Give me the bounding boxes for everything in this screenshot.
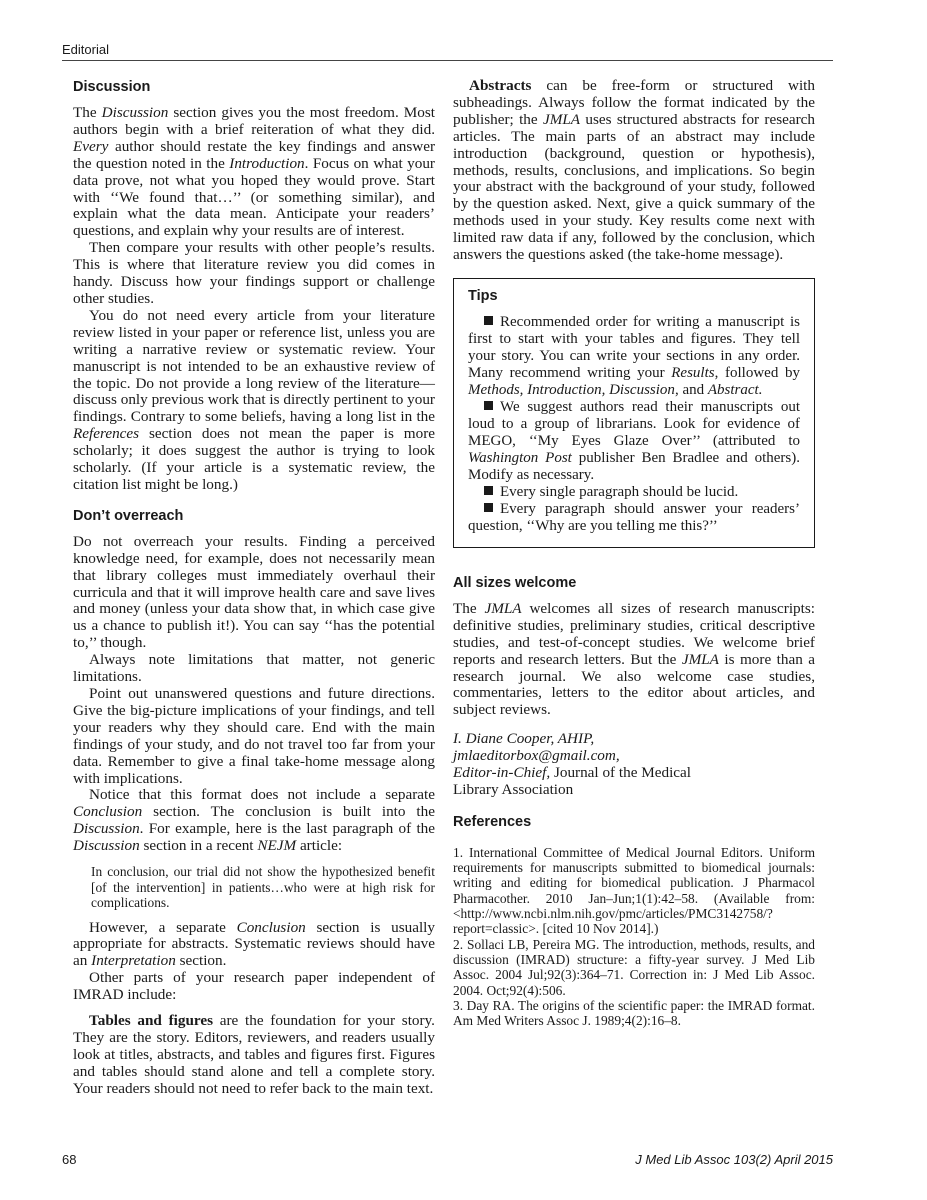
- reference-item: 2. Sollaci LB, Pereira MG. The introduction, methods, results, and discussion (IMRAD) structure: a fifty-year survey. J Med Lib Assoc. 2004 Jul;92(3):364–71. Correction in: J Med Lib Assoc. 2004. Oct;92(4):506.: [453, 936, 815, 998]
- tip-item-4: Every paragraph should answer your readers’ question, ‘‘Why are you telling me this?’’: [468, 500, 800, 534]
- left-column: [73, 78, 435, 1098]
- discussion-paragraph-1: The Discussion section gives you the most freedom. Most authors begin with a brief reiteration of what they did. Every author should restate the key findings and answer the question noted in the Introduction. Focus on what your data prove, not what you hoped they would prove. Start with ‘‘We found that…’’ (or something similar), and explain what the data mean. Anticipate your readers’ questions, and explain why your results are of interest.: [73, 104, 435, 240]
- affiliation-line-2: Library Association: [453, 780, 574, 798]
- journal-citation: J Med Lib Assoc 103(2) April 2015: [635, 1152, 833, 1167]
- bullet-square-icon: [484, 316, 493, 325]
- references-list: [453, 845, 815, 1029]
- author-email: jmlaeditorbox@gmail.com,: [453, 747, 620, 765]
- tips-heading: Tips: [468, 287, 498, 304]
- overreach-paragraph-3: Point out unanswered questions and future directions. Give the big-picture implications of your findings, and tell your readers why they should care. End with the main findings of your study, and do not travel too far from your data. Remember to give a final take-home message along with implications.: [73, 685, 435, 787]
- reference-item: 3. Day RA. The origins of the scientific paper: the IMRAD format. Am Med Writers Assoc J. 1989;4(2):16–8.: [453, 997, 815, 1029]
- tables-figures-paragraph: Tables and figures are the foundation for your story. They are the story. Editors, reviewers, and readers usually look at titles, abstracts, and tables and figures first. Figures and tables should stand alone and tell a complete story. Your readers should not need to refer back to the main text.: [73, 1012, 435, 1097]
- reference-item: 1. International Committee of Medical Journal Editors. Uniform requirements for manuscripts submitted to biomedical journals: writing and editing for biomedical publication. J Pharmacol Pharmacother. 2010 Jan–Jun;1(1):42–58. (Available from: <http://www.ncbi.nlm.nih.gov/pmc/articles/PMC3142758/?report=classic>. [cited 10 Nov 2014].): [453, 844, 815, 937]
- page-number: 68: [62, 1152, 77, 1167]
- tip-item-1: Recommended order for writing a manuscript is first to start with your tables and figures. They tell your story. You can write your sections in any order. Many recommend writing your Results, followed by Methods, Introduction, Discussion, and Abstract.: [468, 313, 800, 398]
- welcome-paragraph: The JMLA welcomes all sizes of research manuscripts: definitive studies, preliminary studies, critical descriptive studies, and test-of-concept studies. We welcome brief reports and research letters. But the JMLA is more than a research journal. We also welcome case studies, commentaries, letters to the editor about articles, and subject reviews.: [453, 599, 815, 719]
- overreach-paragraph-4: Notice that this format does not include a separate Conclusion section. The conclusion is built into the Discussion. For example, here is the last paragraph of the Discussion section in a recent NEJM article:: [73, 786, 435, 855]
- signature-block: [453, 731, 815, 799]
- nejm-quote: In conclusion, our trial did not show the hypothesized benefit [of the intervention] in patients…who were at high risk for complications.: [91, 864, 435, 911]
- tip-item-3: Every single paragraph should be lucid.: [468, 484, 800, 501]
- discussion-paragraph-2: Then compare your results with other people’s results. This is where that literature review you did comes in handy. Discuss how your findings support or challenge other studies.: [73, 239, 435, 307]
- abstracts-paragraph: Abstracts can be free-form or structured with subheadings. Always follow the format indicated by the publisher; the JMLA uses structured abstracts for research articles. The main parts of an abstract may include introduction (background, question or hypothesis), methods, results, conclusions, and implications. So begin your abstract with the background of your study, followed by the question asked. Next, give a quick summary of the methods used in your study. Key results come next with limited raw data if any, followed by the conclusion, which answers the questions asked (the take-home message).: [453, 77, 816, 264]
- welcome-heading: All sizes welcome: [453, 574, 577, 591]
- author-name: I. Diane Cooper, AHIP,: [453, 730, 595, 748]
- references-heading: References: [453, 813, 532, 830]
- bullet-square-icon: [484, 486, 493, 495]
- overreach-paragraph-5: However, a separate Conclusion section is usually appropriate for abstracts. Systematic reviews should have an Interpretation section.: [73, 918, 435, 970]
- overreach-paragraph-2: Always note limitations that matter, not generic limitations.: [73, 651, 435, 686]
- running-head: Editorial: [62, 42, 109, 57]
- affiliation-line-1: Journal of the Medical: [550, 764, 692, 782]
- right-column: [453, 78, 815, 1028]
- tip-item-2: We suggest authors read their manuscripts out loud to a group of librarians. Look for evidence of MEGO, ‘‘My Eyes Glaze Over’’ (attributed to Washington Post publisher Ben Bradlee and others). Modify as necessary.: [468, 398, 800, 483]
- bullet-square-icon: [484, 401, 493, 410]
- overreach-heading: Don’t overreach: [73, 507, 184, 524]
- bullet-square-icon: [484, 503, 493, 512]
- header-rule: [62, 60, 833, 61]
- overreach-paragraph-1: Do not overreach your results. Finding a perceived knowledge need, for example, does not necessarily mean that library colleges must immediately overhaul their curricula and that it will improve health care and save lives and money (unless your data show that, in which case give us a chance to publish it!). You can say ‘‘has the potential to,’’ though.: [73, 532, 435, 652]
- discussion-heading: Discussion: [73, 79, 151, 95]
- overreach-paragraph-6: Other parts of your research paper independent of IMRAD include:: [73, 969, 435, 1004]
- discussion-paragraph-3: You do not need every article from your literature review listed in your paper or reference list, unless you are writing a narrative review or systematic review. Your manuscript is not intended to be an exhaustive review of the topic. Do not provide a long review of the literature—discuss only previous work that is directly pertinent to your findings. Contrary to some beliefs, having a long list in the References section does not mean the paper is more scholarly; it does suggest the author is trying to look scholarly. (If your article is a systematic review, the citation list might be long.): [73, 306, 435, 493]
- tips-box: [453, 278, 815, 548]
- author-role: Editor-in-Chief,: [453, 764, 551, 782]
